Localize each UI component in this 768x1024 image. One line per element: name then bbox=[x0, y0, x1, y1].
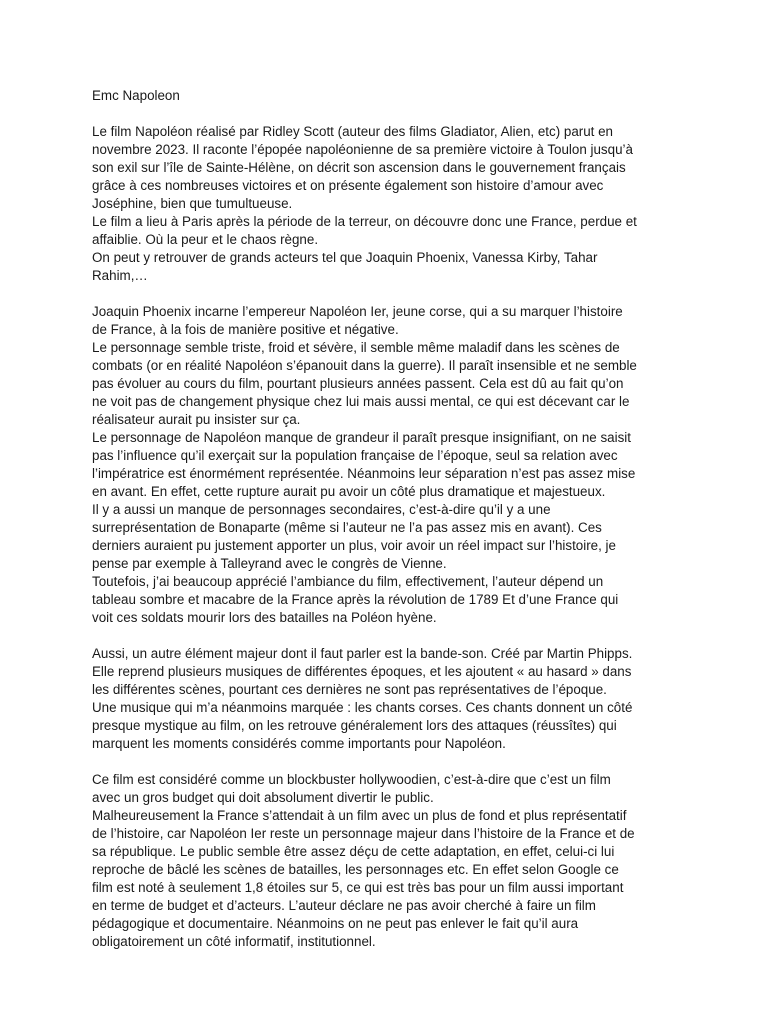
text-line: affaiblie. Où la peur et le chaos règne. bbox=[92, 232, 319, 247]
text-line: tableau sombre et macabre de la France après la révolution de 1789 Et d’une France qui bbox=[92, 592, 619, 607]
text-line: Une musique qui m’a néanmoins marquée : les chants corses. Ces chants donnent un côté bbox=[92, 700, 633, 715]
text-line: reproche de bâclé les scènes de batailles, les personnages etc. En effet selon Google ce bbox=[92, 862, 619, 877]
text-line: Toutefois, j’ai beaucoup apprécié l’ambiance du film, effectivement, l’auteur dépend un bbox=[92, 574, 604, 589]
paragraph bbox=[92, 123, 682, 285]
text-line: Elle reprend plusieurs musiques de différentes époques, et les ajoutent « au hasard » dans bbox=[92, 664, 632, 679]
text-line: pédagogique et documentaire. Néanmoins on ne peut pas enlever le fait qu’il aura bbox=[92, 916, 579, 931]
paragraph bbox=[92, 645, 682, 753]
text-line: surreprésentation de Bonaparte (même si l’auteur ne l’a pas assez mis en avant). Ces bbox=[92, 520, 602, 535]
text-line: ne voit pas de changement physique chez lui mais aussi mental, ce qui est décevant car le bbox=[92, 394, 630, 409]
paragraph bbox=[92, 771, 682, 951]
text-line: grâce à ces nombreuses victoires et on présente également son histoire d’amour avec bbox=[92, 178, 604, 193]
text-line: Joaquin Phoenix incarne l’empereur Napoléon Ier, jeune corse, qui a su marquer l’histoire bbox=[92, 304, 623, 319]
text-line: de France, à la fois de manière positive et négative. bbox=[92, 322, 399, 337]
text-line: avec un gros budget qui doit absolument divertir le public. bbox=[92, 790, 434, 805]
text-line: marquent les moments considérés comme importants pour Napoléon. bbox=[92, 736, 506, 751]
paragraph bbox=[92, 303, 682, 627]
blank-line bbox=[92, 627, 682, 645]
text-line: en avant. En effet, cette rupture aurait pu avoir un côté plus dramatique et majestueux. bbox=[92, 484, 606, 499]
text-line: Ce film est considéré comme un blockbuster hollywoodien, c’est-à-dire que c’est un film bbox=[92, 772, 611, 787]
text-line: derniers auraient pu justement apporter un plus, voir avoir un réel impact sur l’histoire, je bbox=[92, 538, 616, 553]
text-line: de l’histoire, car Napoléon Ier reste un personnage majeur dans l’histoire de la France et de bbox=[92, 826, 635, 841]
text-line: On peut y retrouver de grands acteurs tel que Joaquin Phoenix, Vanessa Kirby, Tahar bbox=[92, 250, 598, 265]
blank-line bbox=[92, 285, 682, 303]
text-line: presque mystique au film, on les retrouve généralement lors des attaques (réussîtes) qui bbox=[92, 718, 617, 733]
text-line: combats (or en réalité Napoléon s’épanouit dans la guerre). Il paraît insensible et ne semble bbox=[92, 358, 637, 373]
text-line: Le personnage semble triste, froid et sévère, il semble même maladif dans les scènes de bbox=[92, 340, 620, 355]
text-line: pas l’influence qu’il exerçait sur la population française de l’époque, seul sa relation avec bbox=[92, 448, 618, 463]
text-line: Rahim,… bbox=[92, 268, 148, 283]
text-line: Le film Napoléon réalisé par Ridley Scott (auteur des films Gladiator, Alien, etc) parut en bbox=[92, 124, 614, 139]
text-line: pense par exemple à Talleyrand avec le congrès de Vienne. bbox=[92, 556, 447, 571]
text-line: novembre 2023. Il raconte l’épopée napoléonienne de sa première victoire à Toulon jusqu’à bbox=[92, 142, 633, 157]
document-body bbox=[92, 87, 682, 951]
text-line: Joséphine, bien que tumultueuse. bbox=[92, 196, 293, 211]
text-line: Le personnage de Napoléon manque de grandeur il paraît presque insignifiant, on ne saisit bbox=[92, 430, 631, 445]
text-line: l’impératrice est énormément représentée. Néanmoins leur séparation n’est pas assez mise bbox=[92, 466, 636, 481]
text-line: son exil sur l’île de Sainte-Hélène, on décrit son ascension dans le gouvernement français bbox=[92, 160, 626, 175]
text-line: les différentes scènes, pourtant ces dernières ne sont pas représentatives de l’époque. bbox=[92, 682, 607, 697]
text-line: Le film a lieu à Paris après la période de la terreur, on découvre donc une France, perdue et bbox=[92, 214, 637, 229]
text-line: en terme de budget et d’acteurs. L’auteur déclare ne pas avoir cherché à faire un film bbox=[92, 898, 596, 913]
text-line: film est noté à seulement 1,8 étoiles sur 5, ce qui est très bas pour un film aussi important bbox=[92, 880, 624, 895]
text-line: pas évoluer au cours du film, pourtant plusieurs années passent. Cela est dû au fait qu’on bbox=[92, 376, 624, 391]
text-line: Malheureusement la France s’attendait à un film avec un plus de fond et plus représentatif bbox=[92, 808, 627, 823]
paragraphs-container bbox=[92, 123, 682, 951]
blank-line bbox=[92, 753, 682, 771]
document-title: Emc Napoleon bbox=[92, 88, 180, 103]
text-line: réalisateur aurait pu insister sur ça. bbox=[92, 412, 301, 427]
text-line: Aussi, un autre élément majeur dont il faut parler est la bande-son. Créé par Martin Phipps. bbox=[92, 646, 633, 661]
text-line: Il y a aussi un manque de personnages secondaires, c’est-à-dire qu’il y a une bbox=[92, 502, 551, 517]
blank-line bbox=[92, 105, 682, 123]
text-line: obligatoirement un côté informatif, institutionnel. bbox=[92, 934, 376, 949]
text-line: voit ces soldats mourir lors des batailles na Poléon hyène. bbox=[92, 610, 437, 625]
text-line: sa république. Le public semble être assez déçu de cette adaptation, en effet, celui-ci lui bbox=[92, 844, 615, 859]
